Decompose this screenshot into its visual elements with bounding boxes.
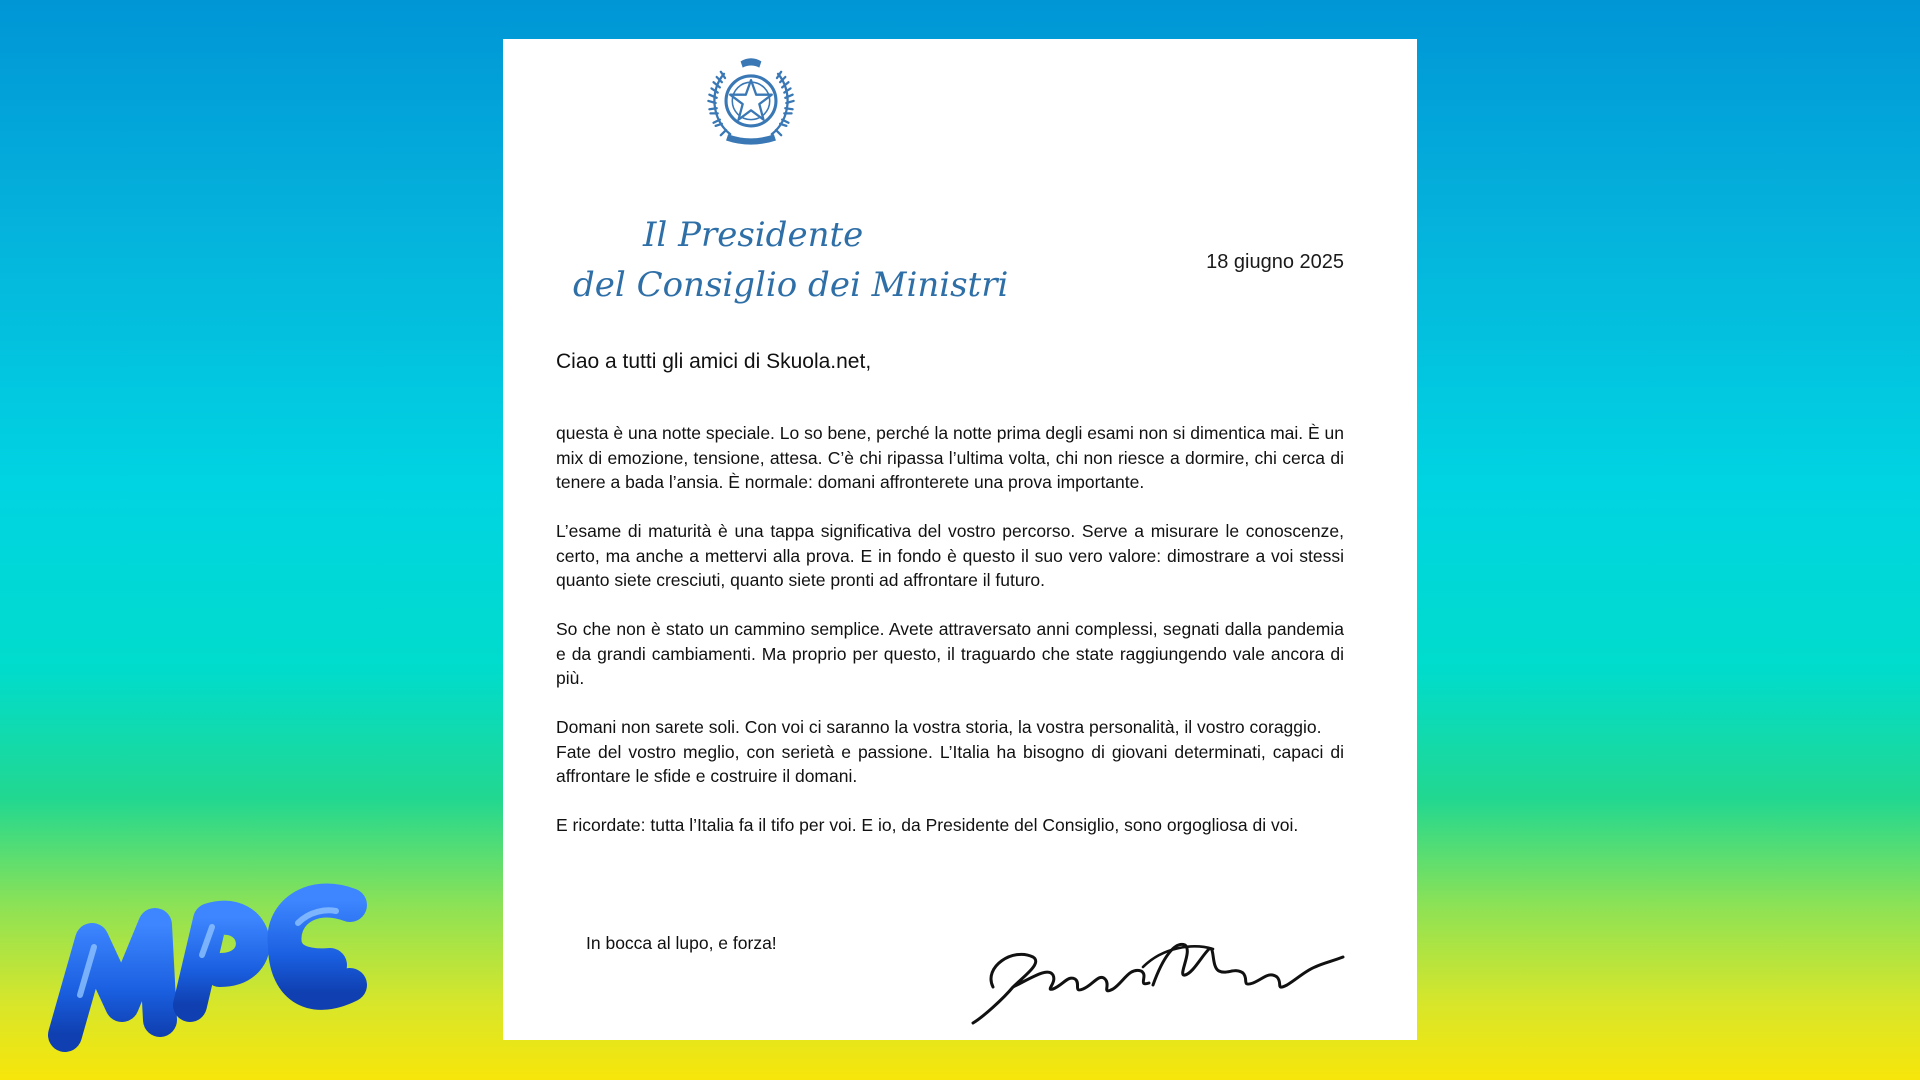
mpe-logo [30,845,370,1060]
letter-body [556,421,1344,862]
letter-paragraph: Domani non sarete soli. Con voi ci saranno la vostra storia, la vostra personalità, il vostro coraggio. [556,717,1322,737]
letter-paragraph: questa è una notte speciale. Lo so bene, perché la notte prima degli esami non si dimentica mai. È un mix di emozione, tensione, attesa. C’è chi ripassa l’ultima volta, chi non riesce a dormire, chi cerca di tenere a bada l’ansia. È normale: domani affronterete una prova importante. [556,423,1344,492]
letterhead [563,171,1009,321]
letter-page [503,39,1417,1040]
letterhead-title: Il Presidente [643,215,864,255]
signature [953,927,1353,1027]
letter-closing: In bocca al lupo, e forza! [586,933,777,953]
letter-paragraph: E ricordate: tutta l’Italia fa il tifo per voi. E io, da Presidente del Consiglio, sono orgogliosa di voi. [556,815,1299,835]
letter-paragraph: L’esame di maturità è una tappa significativa del vostro percorso. Serve a misurare le conoscenze, certo, ma anche a mettervi alla prova. E in fondo è questo il suo vero valore: dimostrare a voi stessi quanto siete cresciuti, quanto siete pronti ad affrontare il futuro. [556,521,1344,590]
letter-paragraph: Fate del vostro meglio, con serietà e passione. L’Italia ha bisogno di giovani determinati, capaci di affrontare le sfide e costruire il domani. [556,741,1344,786]
letter-paragraph: So che non è stato un cammino semplice. Avete attraversato anni complessi, segnati dalla pandemia e da grandi cambiamenti. Ma proprio per questo, il traguardo che state raggiungendo vale ancora di più. [556,619,1344,688]
letterhead-subtitle: del Consiglio dei Ministri [573,265,1009,305]
mpe-logo-text: MPE [30,845,33,846]
letter-greeting: Ciao a tutti gli amici di Skuola.net, [556,350,872,373]
letter-date: 18 giugno 2025 [1206,251,1344,273]
italian-republic-emblem-icon [699,51,803,155]
